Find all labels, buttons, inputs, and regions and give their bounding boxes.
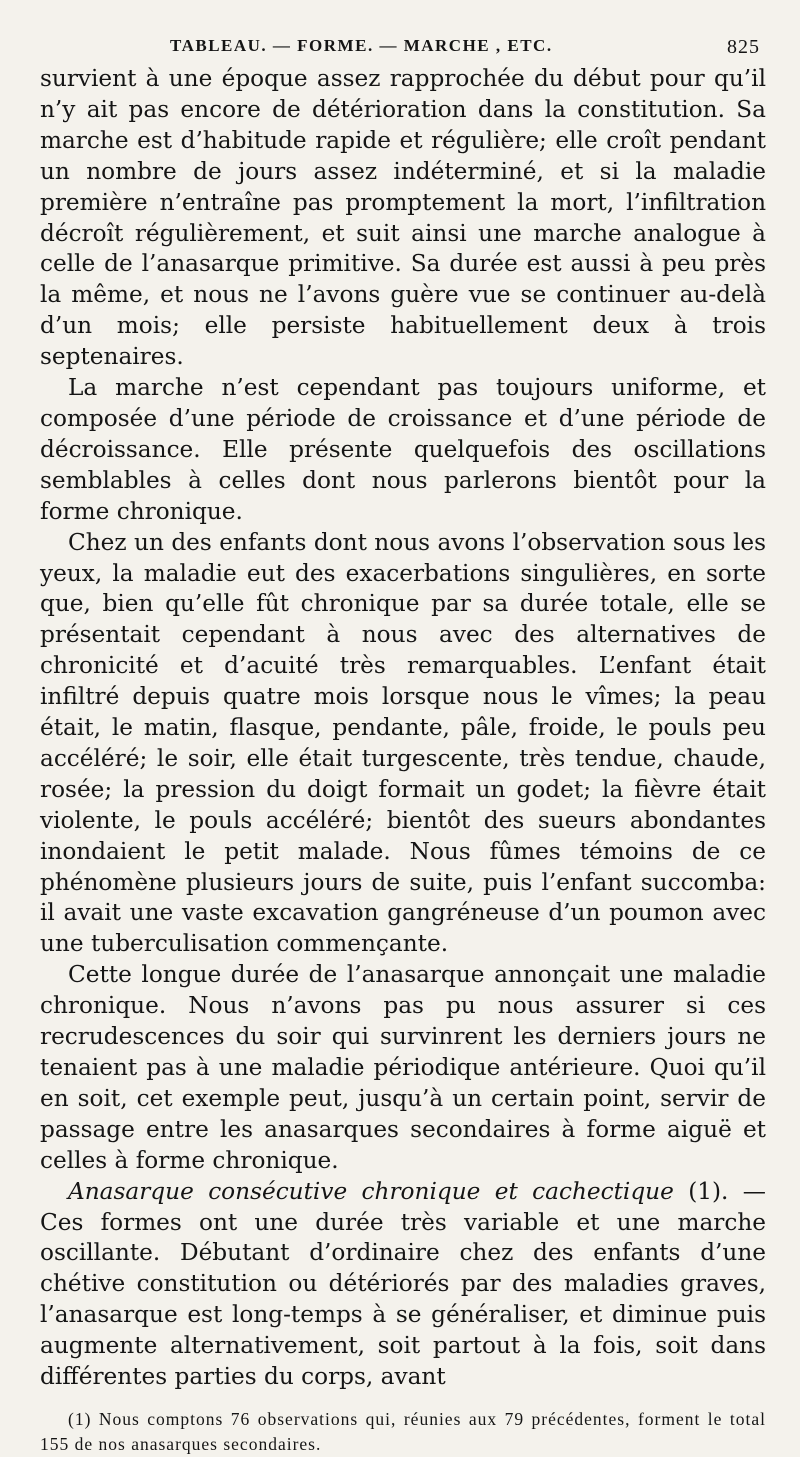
page-number: 825 bbox=[727, 36, 760, 58]
book-page bbox=[40, 30, 766, 1457]
paragraph-chronique-text: Ces formes ont une durée très variable et une marche oscillante. Débutant d’ordinaire chez des enfants d’une chétive constitution ou détériorés par des maladies graves, l’anasarque est long-temps à se généraliser, et diminue puis augmente alternativement, soit partout à la fois, soit dans différentes parties du corps, avant bbox=[40, 1208, 766, 1391]
section-heading: Anasarque consécutive chronique et cachectique bbox=[68, 1177, 674, 1205]
footnote: (1) Nous comptons 76 observations qui, réunies aux 79 précédentes, forment le total 155 de nos anasarques secondaires. bbox=[40, 1408, 766, 1454]
paragraph-observation: Chez un des enfants dont nous avons l’observation sous les yeux, la maladie eut des exacerbations singulières, en sorte que, bien qu’elle fût chronique par sa durée totale, elle se présentait cependant à nous avec des alternatives de chronicité et d’acuité très remarquables. L’enfant était infiltré depuis quatre mois lorsque nous le vîmes; la peau était, le matin, flasque, pendante, pâle, froide, le pouls peu accéléré; le soir, elle était turgescente, très tendue, chaude, rosée; la pression du doigt formait un godet; la fièvre était violente, le pouls accéléré; bientôt des sueurs abondantes inondaient le petit malade. Nous fûmes témoins de ce phénomène plusieurs jours de suite, puis l’enfant succomba: il avait une vaste excavation gangréneuse d’un poumon avec une tuberculisation commençante. bbox=[40, 528, 766, 958]
paragraph-marche: La marche n’est cependant pas toujours uniforme, et composée d’une période de croissance et d’une période de décroissance. Elle présente quelquefois des oscillations semblables à celles dont nous parlerons bientôt pour la forme chronique. bbox=[40, 374, 766, 525]
paragraph-duree: Cette longue durée de l’anasarque annonçait une maladie chronique. Nous n’avons pas pu nous assurer si ces recrudescences du soir qui survinrent les derniers jours ne tenaient pas à une maladie périodique antérieure. Quoi qu’il en soit, cet exemple peut, jusqu’à un certain point, servir de passage entre les anasarques secondaires à forme aiguë et celles à forme chronique. bbox=[40, 961, 766, 1174]
body-text bbox=[40, 64, 766, 1393]
running-head bbox=[40, 30, 766, 64]
footnote-reference: (1). — bbox=[673, 1177, 766, 1205]
paragraph-chronique bbox=[40, 1177, 766, 1393]
running-title: TABLEAU. — FORME. — MARCHE , ETC. bbox=[170, 36, 553, 55]
paragraph-continuation: survient à une époque assez rapprochée du début pour qu’il n’y ait pas encore de détérioration dans la constitution. Sa marche est d’habitude rapide et régulière; elle croît pendant un nombre de jours assez indéterminé, et si la maladie première n’entraîne pas promptement la mort, l’infiltration décroît régulièrement, et suit ainsi une marche analogue à celle de l’anasarque primitive. Sa durée est aussi à peu près la même, et nous ne l’avons guère vue se continuer au-delà d’un mois; elle persiste habituellement deux à trois septenaires. bbox=[40, 65, 766, 371]
